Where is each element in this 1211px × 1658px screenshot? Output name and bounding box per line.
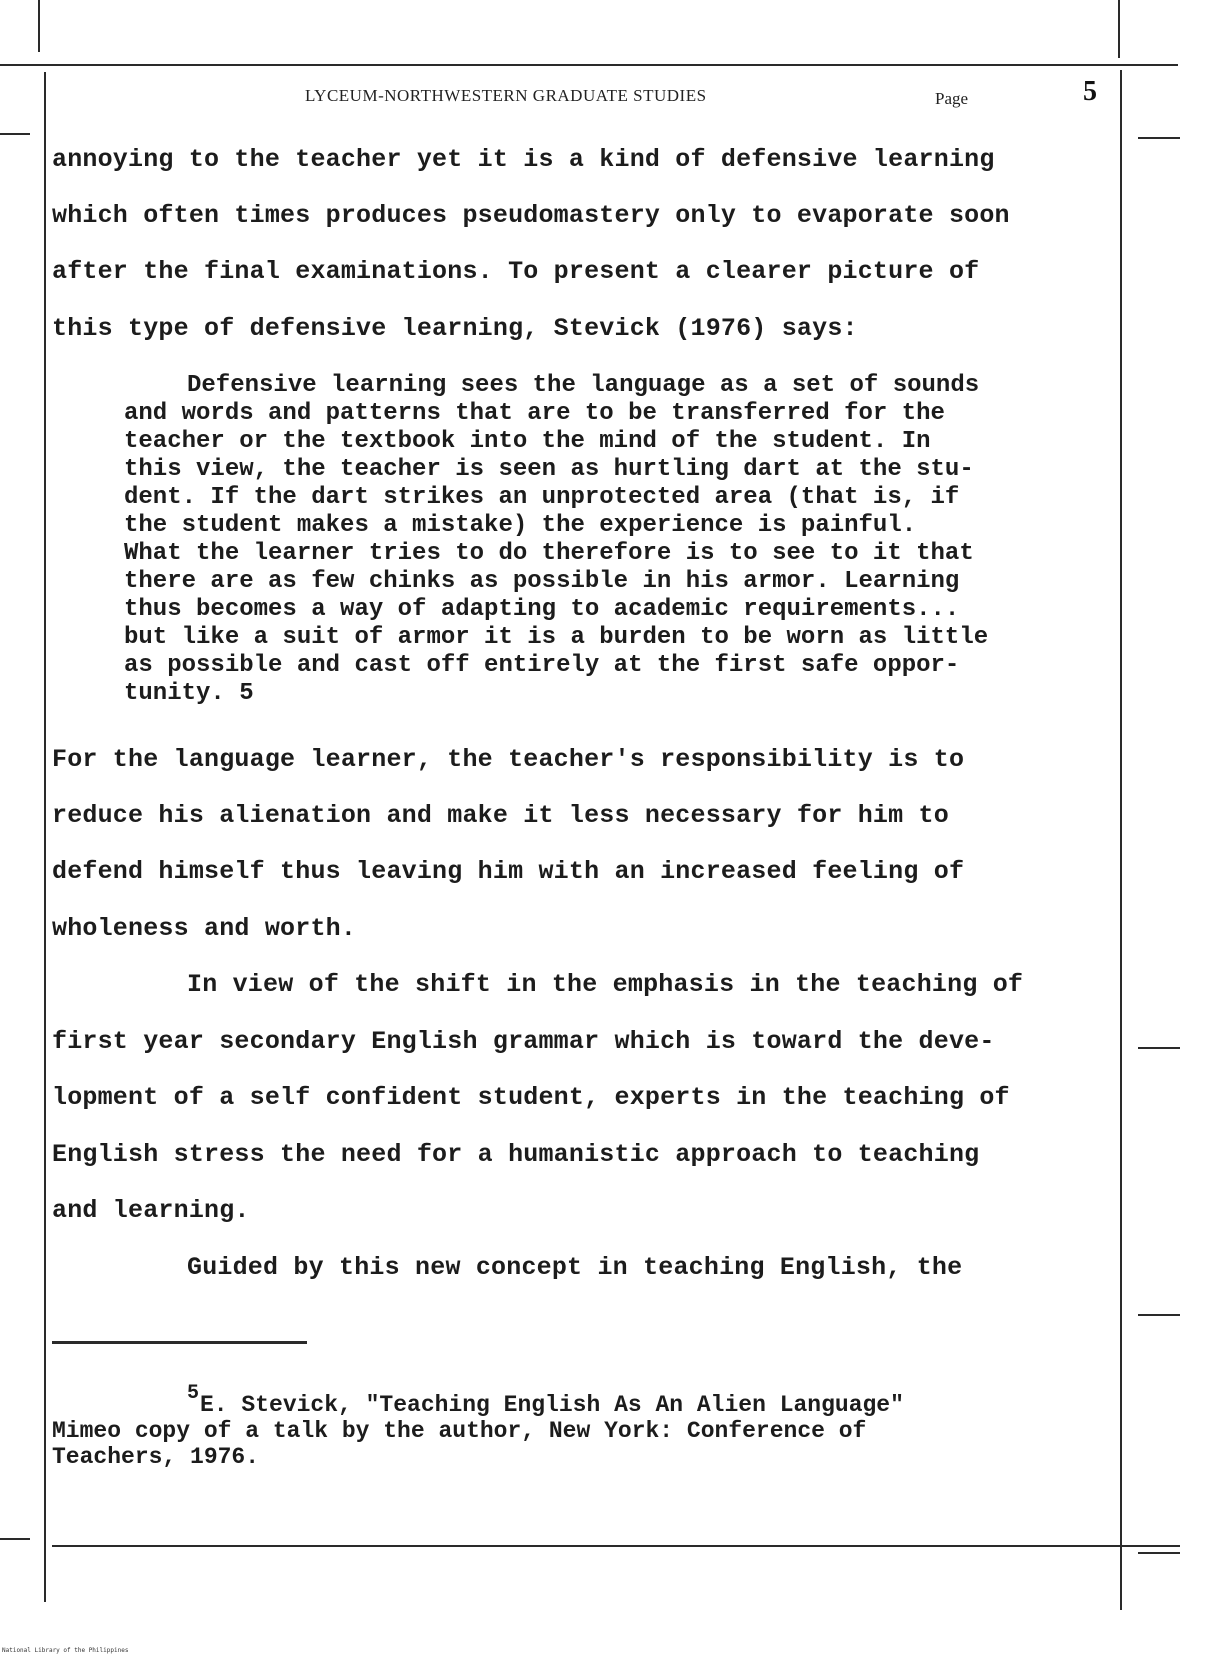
left-edge-tick-2: [0, 1538, 30, 1540]
quote-line: but like a suit of armor it is a burden to be worn as little: [124, 624, 989, 651]
footnote-line: Mimeo copy of a talk by the author, New York: Conference of: [52, 1418, 867, 1444]
page-header-title: LYCEUM-NORTHWESTERN GRADUATE STUDIES: [305, 86, 707, 105]
right-edge-tick-4: [1138, 1552, 1180, 1554]
body-line: wholeness and worth.: [52, 914, 357, 943]
bottom-horizontal-rule: [52, 1545, 1180, 1547]
quote-line: and words and patterns that are to be transferred for the: [124, 400, 945, 427]
top-left-vertical-rule: [38, 0, 40, 52]
footnote-line: E. Stevick, "Teaching English As An Alien Language": [200, 1392, 904, 1418]
quote-line: Defensive learning sees the language as a set of sounds: [187, 372, 980, 399]
quote-line: there are as few chinks as possible in his armor. Learning: [124, 568, 960, 595]
right-edge-tick-1: [1138, 137, 1180, 139]
left-edge-tick-1: [0, 133, 30, 135]
body-line: annoying to the teacher yet it is a kind of defensive learning: [52, 145, 995, 174]
quote-line: thus becomes a way of adapting to academic requirements...: [124, 596, 960, 623]
body-line: this type of defensive learning, Stevick (1976) says:: [52, 314, 858, 343]
footnote-separator: [52, 1341, 307, 1344]
left-margin-rule: [44, 72, 46, 1602]
quote-line: this view, the teacher is seen as hurtling dart at the stu-: [124, 456, 974, 483]
right-margin-rule: [1120, 70, 1122, 1610]
body-line: reduce his alienation and make it less necessary for him to: [52, 801, 949, 830]
quote-line: teacher or the textbook into the mind of the student. In: [124, 428, 931, 455]
top-right-vertical-rule: [1118, 0, 1120, 58]
body-line: English stress the need for a humanistic approach to teaching: [52, 1140, 980, 1169]
body-line: In view of the shift in the emphasis in the teaching of: [187, 970, 1024, 999]
body-line: and learning.: [52, 1196, 250, 1225]
page-number: 5: [1083, 76, 1097, 107]
body-line: after the final examinations. To present a clearer picture of: [52, 257, 980, 286]
body-line: first year secondary English grammar which is toward the deve-: [52, 1027, 995, 1056]
body-line: which often times produces pseudomastery only to evaporate soon: [52, 201, 1010, 230]
footnote-marker: 5: [187, 1382, 200, 1405]
page-label: Page: [935, 89, 969, 108]
quote-line: tunity. 5: [124, 680, 254, 707]
body-line: defend himself thus leaving him with an increased feeling of: [52, 857, 965, 886]
right-edge-tick-2: [1138, 1047, 1180, 1049]
quote-line: What the learner tries to do therefore is to see to it that: [124, 540, 974, 567]
body-line: lopment of a self confident student, experts in the teaching of: [52, 1083, 1010, 1112]
top-horizontal-rule: [0, 64, 1178, 66]
quote-line: as possible and cast off entirely at the first safe oppor-: [124, 652, 960, 679]
quote-line: the student makes a mistake) the experience is painful.: [124, 512, 917, 539]
body-line: Guided by this new concept in teaching English, the: [187, 1253, 963, 1282]
right-edge-tick-3: [1138, 1314, 1180, 1316]
body-line: For the language learner, the teacher's responsibility is to: [52, 745, 965, 774]
scan-label: National Library of the Philippines: [2, 1647, 129, 1654]
footnote-line: Teachers, 1976.: [52, 1444, 260, 1470]
quote-line: dent. If the dart strikes an unprotected area (that is, if: [124, 484, 960, 511]
